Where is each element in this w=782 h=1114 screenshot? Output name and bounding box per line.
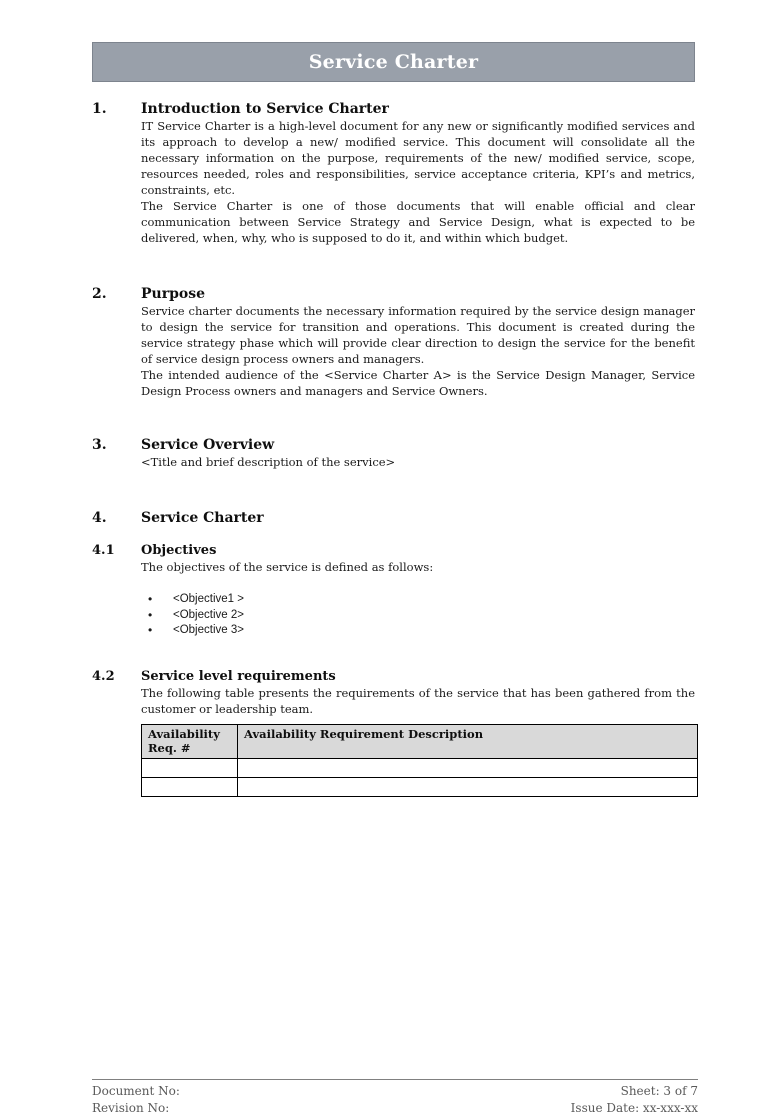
objective-item-3: • <Objective 3> [148,623,695,639]
section-2-number: 2. [92,286,107,302]
footer-document-no: Document No: [92,1084,180,1098]
section-4-1-paragraph-1: The objectives of the service is defined as follows: [141,560,434,574]
table-cell [142,758,238,777]
section-4-1-number: 4.1 [92,543,115,558]
section-1-paragraph-1: IT Service Charter is a high-level document for any new or significantly modified services and its approach to develop a new/ modified service. This document will consolidate all the necessary information on the purpose, requirements of the new/ modified service, scope, resources needed, roles and responsibilities, service acceptance criteria, KPI’s and metrics, constraints, etc. [141,119,695,197]
section-3-number: 3. [92,437,107,453]
section-4-1-heading [92,543,695,559]
section-1-title: Introduction to Service Charter [141,101,389,117]
section-4-2-title: Service level requirements [141,668,336,684]
footer-right [571,1083,698,1114]
section-3-heading [92,437,695,454]
section-2-paragraph-1: Service charter documents the necessary information required by the service design manager to design the service for transition and operations. This document is created during the service strategy phase which will provide clear direction to design the service for the benefit of service design process owners and managers. [141,304,695,366]
page-footer [92,1079,698,1114]
table-header-availability-req: Availability Req. # [142,724,238,758]
objective-item-1: • <Objective1 > [148,592,695,608]
table-header-requirement-description: Availability Requirement Description [238,724,698,758]
table-cell [238,758,698,777]
section-1-number: 1. [92,101,107,117]
footer-issue-date: Issue Date: xx-xxx-xx [570,1100,698,1114]
footer-left [92,1083,180,1114]
section-4-title: Service Charter [141,510,264,526]
table-cell [142,777,238,796]
objective-item-2: • <Objective 2> [148,608,695,624]
section-4-2-number: 4.2 [92,668,115,684]
section-2-title: Purpose [141,286,205,302]
document-title: Service Charter [308,51,479,73]
document-title-banner [92,42,695,82]
section-4-2-heading [92,669,695,685]
section-3-title: Service Overview [141,437,275,453]
section-4-1-title: Objectives [141,543,217,558]
table-cell [238,777,698,796]
table-header-row [142,724,698,758]
objectives-list [148,592,695,639]
table-row [142,777,698,796]
document-page [0,42,782,1114]
section-1-paragraph-2: The Service Charter is one of those documents that will enable official and clear communication between Service Strategy and Service Design, what is expected to be delivered, when, why, who is supposed to do it, and within which budget. [141,199,695,245]
table-row [142,758,698,777]
section-3-placeholder: <Title and brief description of the service> [141,455,396,469]
footer-revision-no: Revision No: [92,1100,170,1114]
requirements-table [141,724,698,797]
section-4-heading [92,510,695,527]
section-2-paragraph-2: The intended audience of the <Service Charter A> is the Service Design Manager, Service Design Process owners and managers and Service Owners. [141,368,695,398]
footer-sheet: Sheet: 3 of 7 [620,1084,698,1098]
section-2-heading [92,286,695,303]
section-1-heading [92,101,695,118]
section-4-number: 4. [92,510,107,526]
section-4-2-paragraph-1: The following table presents the requirements of the service that has been gathered from the customer or leadership team. [141,685,695,716]
